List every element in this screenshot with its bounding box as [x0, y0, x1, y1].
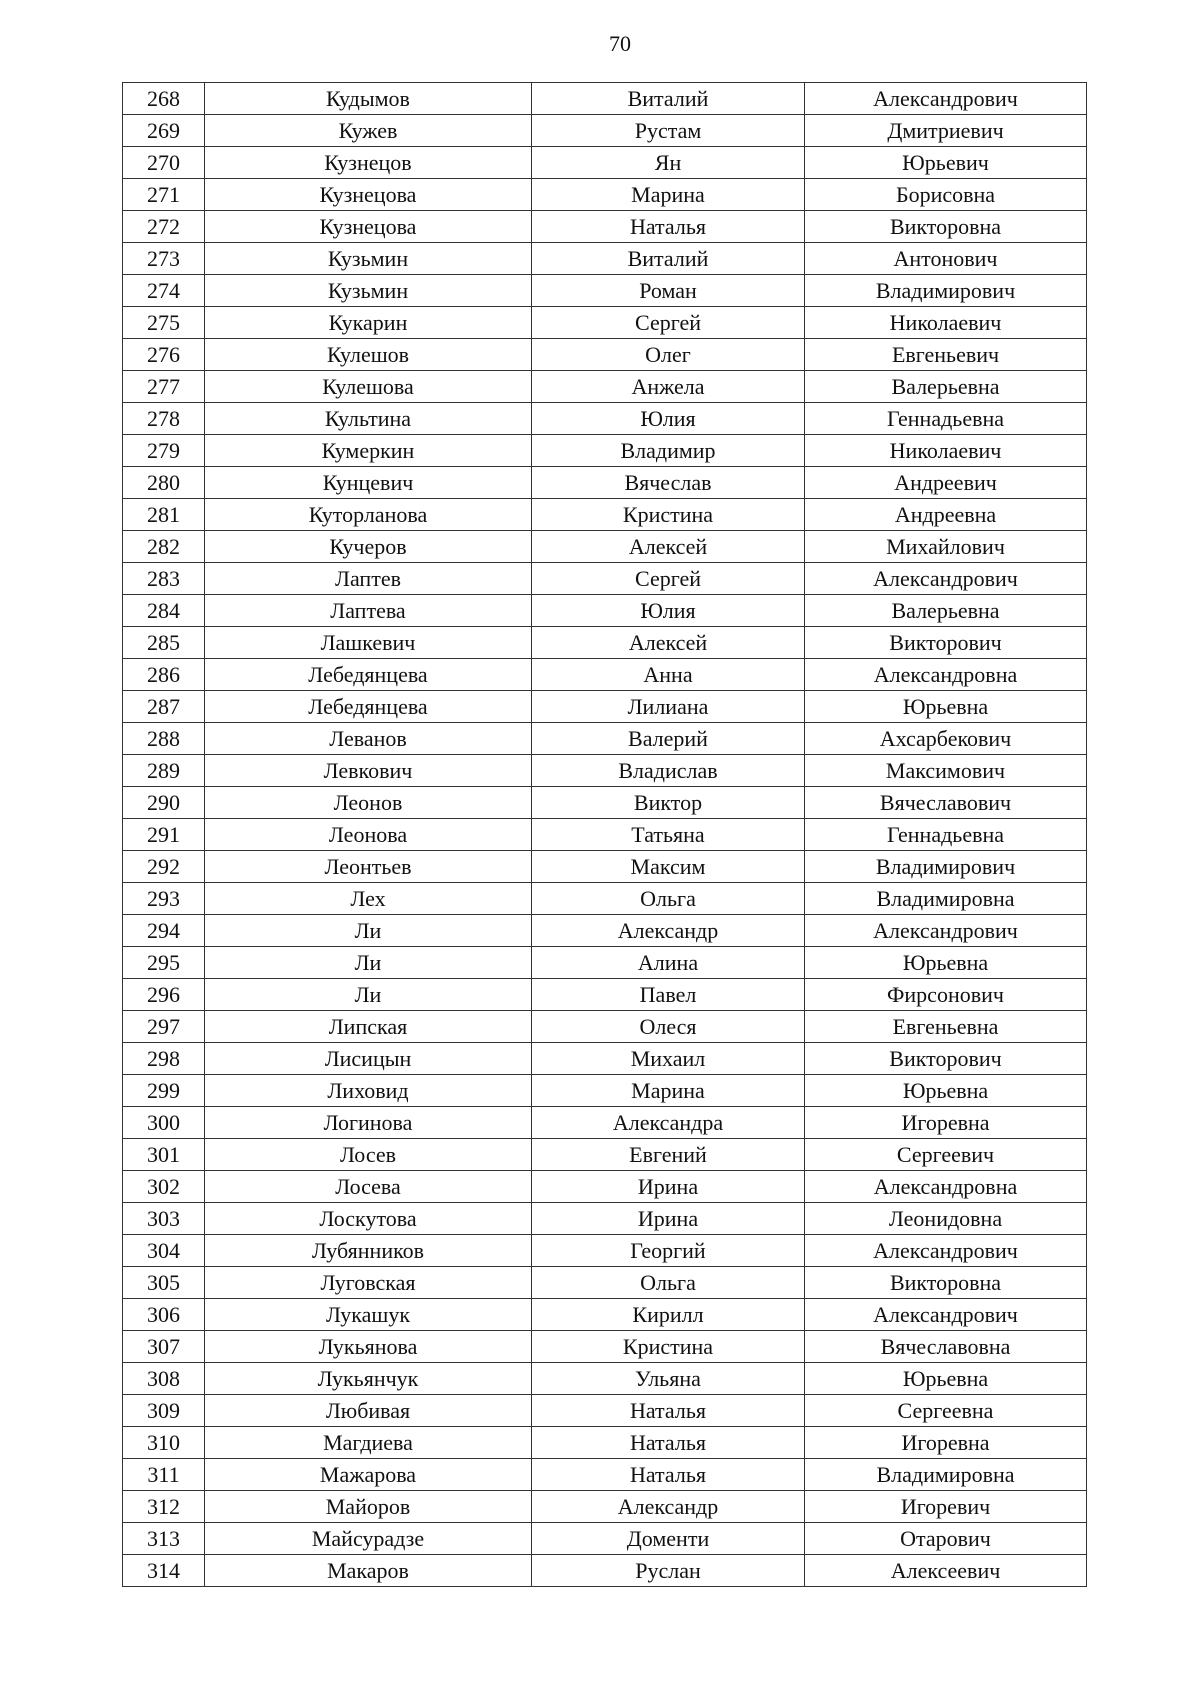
first-name-cell: Ирина [532, 1171, 805, 1203]
table-row [123, 1459, 1087, 1491]
table-row [123, 787, 1087, 819]
last-name-cell: Макаров [205, 1555, 532, 1587]
page-number: 70 [609, 31, 631, 56]
last-name-cell: Кузнецова [205, 211, 532, 243]
first-name-cell: Олег [532, 339, 805, 371]
last-name-cell: Кужев [205, 115, 532, 147]
table-row [123, 659, 1087, 691]
patronymic-cell: Андреевна [805, 499, 1087, 531]
patronymic-cell: Игоревна [805, 1427, 1087, 1459]
patronymic-cell: Фирсонович [805, 979, 1087, 1011]
table-row [123, 947, 1087, 979]
first-name-cell: Роман [532, 275, 805, 307]
last-name-cell: Майсурадзе [205, 1523, 532, 1555]
table-row [123, 275, 1087, 307]
first-name-cell: Алина [532, 947, 805, 979]
table-row [123, 755, 1087, 787]
first-name-cell: Татьяна [532, 819, 805, 851]
row-number-cell: 293 [123, 883, 205, 915]
row-number-cell: 294 [123, 915, 205, 947]
patronymic-cell: Александрович [805, 915, 1087, 947]
first-name-cell: Наталья [532, 1427, 805, 1459]
last-name-cell: Лаптев [205, 563, 532, 595]
patronymic-cell: Леонидовна [805, 1203, 1087, 1235]
row-number-cell: 290 [123, 787, 205, 819]
patronymic-cell: Александрович [805, 1299, 1087, 1331]
last-name-cell: Лебедянцева [205, 691, 532, 723]
last-name-cell: Любивая [205, 1395, 532, 1427]
table-row [123, 1331, 1087, 1363]
table-row [123, 435, 1087, 467]
last-name-cell: Ли [205, 915, 532, 947]
last-name-cell: Кумеркин [205, 435, 532, 467]
table-row [123, 83, 1087, 115]
patronymic-cell: Валерьевна [805, 371, 1087, 403]
patronymic-cell: Ахсарбекович [805, 723, 1087, 755]
row-number-cell: 302 [123, 1171, 205, 1203]
last-name-cell: Лубянников [205, 1235, 532, 1267]
row-number-cell: 301 [123, 1139, 205, 1171]
row-number-cell: 269 [123, 115, 205, 147]
last-name-cell: Лаптева [205, 595, 532, 627]
first-name-cell: Доменти [532, 1523, 805, 1555]
patronymic-cell: Геннадьевна [805, 819, 1087, 851]
patronymic-cell: Андреевич [805, 467, 1087, 499]
last-name-cell: Лашкевич [205, 627, 532, 659]
row-number-cell: 274 [123, 275, 205, 307]
table-row [123, 1363, 1087, 1395]
table-body [123, 83, 1087, 1587]
last-name-cell: Левкович [205, 755, 532, 787]
first-name-cell: Виталий [532, 83, 805, 115]
first-name-cell: Ольга [532, 883, 805, 915]
first-name-cell: Юлия [532, 595, 805, 627]
first-name-cell: Максим [532, 851, 805, 883]
patronymic-cell: Александрович [805, 563, 1087, 595]
table-row [123, 1395, 1087, 1427]
table-row [123, 307, 1087, 339]
first-name-cell: Рустам [532, 115, 805, 147]
first-name-cell: Вячеслав [532, 467, 805, 499]
patronymic-cell: Геннадьевна [805, 403, 1087, 435]
last-name-cell: Липская [205, 1011, 532, 1043]
last-name-cell: Луговская [205, 1267, 532, 1299]
first-name-cell: Анжела [532, 371, 805, 403]
last-name-cell: Лосева [205, 1171, 532, 1203]
table-row [123, 915, 1087, 947]
row-number-cell: 281 [123, 499, 205, 531]
patronymic-cell: Александрович [805, 1235, 1087, 1267]
first-name-cell: Кирилл [532, 1299, 805, 1331]
row-number-cell: 300 [123, 1107, 205, 1139]
table-row [123, 1299, 1087, 1331]
last-name-cell: Лукьянова [205, 1331, 532, 1363]
patronymic-cell: Владимирович [805, 851, 1087, 883]
table-row [123, 179, 1087, 211]
row-number-cell: 273 [123, 243, 205, 275]
last-name-cell: Культина [205, 403, 532, 435]
first-name-cell: Руслан [532, 1555, 805, 1587]
first-name-cell: Михаил [532, 1043, 805, 1075]
patronymic-cell: Игоревич [805, 1491, 1087, 1523]
row-number-cell: 307 [123, 1331, 205, 1363]
row-number-cell: 298 [123, 1043, 205, 1075]
row-number-cell: 308 [123, 1363, 205, 1395]
table-row [123, 1139, 1087, 1171]
row-number-cell: 284 [123, 595, 205, 627]
last-name-cell: Лиховид [205, 1075, 532, 1107]
row-number-cell: 305 [123, 1267, 205, 1299]
first-name-cell: Александра [532, 1107, 805, 1139]
row-number-cell: 304 [123, 1235, 205, 1267]
first-name-cell: Александр [532, 1491, 805, 1523]
table-row [123, 403, 1087, 435]
row-number-cell: 292 [123, 851, 205, 883]
table-row [123, 1171, 1087, 1203]
patronymic-cell: Александрович [805, 83, 1087, 115]
patronymic-cell: Юрьевна [805, 1363, 1087, 1395]
patronymic-cell: Сергеевич [805, 1139, 1087, 1171]
patronymic-cell: Максимович [805, 755, 1087, 787]
last-name-cell: Леонов [205, 787, 532, 819]
row-number-cell: 268 [123, 83, 205, 115]
last-name-cell: Лукашук [205, 1299, 532, 1331]
last-name-cell: Магдиева [205, 1427, 532, 1459]
patronymic-cell: Викторовна [805, 1267, 1087, 1299]
patronymic-cell: Юрьевна [805, 1075, 1087, 1107]
last-name-cell: Лукьянчук [205, 1363, 532, 1395]
row-number-cell: 297 [123, 1011, 205, 1043]
first-name-cell: Виталий [532, 243, 805, 275]
patronymic-cell: Николаевич [805, 307, 1087, 339]
patronymic-cell: Евгеньевич [805, 339, 1087, 371]
last-name-cell: Кузьмин [205, 243, 532, 275]
table-row [123, 1427, 1087, 1459]
last-name-cell: Кузьмин [205, 275, 532, 307]
last-name-cell: Кузнецов [205, 147, 532, 179]
last-name-cell: Куторланова [205, 499, 532, 531]
first-name-cell: Алексей [532, 627, 805, 659]
last-name-cell: Леонова [205, 819, 532, 851]
table-row [123, 1011, 1087, 1043]
patronymic-cell: Антонович [805, 243, 1087, 275]
last-name-cell: Кунцевич [205, 467, 532, 499]
table-row [123, 595, 1087, 627]
patronymic-cell: Викторович [805, 627, 1087, 659]
first-name-cell: Кристина [532, 1331, 805, 1363]
table-row [123, 563, 1087, 595]
row-number-cell: 280 [123, 467, 205, 499]
patronymic-cell: Михайлович [805, 531, 1087, 563]
patronymic-cell: Евгеньевна [805, 1011, 1087, 1043]
last-name-cell: Лисицын [205, 1043, 532, 1075]
table-row [123, 211, 1087, 243]
first-name-cell: Сергей [532, 563, 805, 595]
patronymic-cell: Юрьевич [805, 147, 1087, 179]
patronymic-cell: Вячеславович [805, 787, 1087, 819]
first-name-cell: Ульяна [532, 1363, 805, 1395]
first-name-cell: Марина [532, 179, 805, 211]
table-row [123, 723, 1087, 755]
patronymic-cell: Александровна [805, 1171, 1087, 1203]
first-name-cell: Александр [532, 915, 805, 947]
last-name-cell: Леванов [205, 723, 532, 755]
first-name-cell: Павел [532, 979, 805, 1011]
patronymic-cell: Владимировна [805, 1459, 1087, 1491]
first-name-cell: Валерий [532, 723, 805, 755]
table-row [123, 531, 1087, 563]
row-number-cell: 282 [123, 531, 205, 563]
first-name-cell: Анна [532, 659, 805, 691]
patronymic-cell: Борисовна [805, 179, 1087, 211]
patronymic-cell: Юрьевна [805, 947, 1087, 979]
patronymic-cell: Викторович [805, 1043, 1087, 1075]
patronymic-cell: Игоревна [805, 1107, 1087, 1139]
patronymic-cell: Дмитриевич [805, 115, 1087, 147]
first-name-cell: Владимир [532, 435, 805, 467]
last-name-cell: Лоскутова [205, 1203, 532, 1235]
patronymic-cell: Вячеславовна [805, 1331, 1087, 1363]
table-row [123, 339, 1087, 371]
row-number-cell: 314 [123, 1555, 205, 1587]
patronymic-cell: Владимирович [805, 275, 1087, 307]
table-row [123, 691, 1087, 723]
row-number-cell: 286 [123, 659, 205, 691]
row-number-cell: 289 [123, 755, 205, 787]
row-number-cell: 310 [123, 1427, 205, 1459]
first-name-cell: Ольга [532, 1267, 805, 1299]
first-name-cell: Юлия [532, 403, 805, 435]
first-name-cell: Наталья [532, 1395, 805, 1427]
table-row [123, 499, 1087, 531]
row-number-cell: 311 [123, 1459, 205, 1491]
patronymic-cell: Александровна [805, 659, 1087, 691]
table-row [123, 1043, 1087, 1075]
first-name-cell: Марина [532, 1075, 805, 1107]
last-name-cell: Леонтьев [205, 851, 532, 883]
table-row [123, 1203, 1087, 1235]
last-name-cell: Кукарин [205, 307, 532, 339]
patronymic-cell: Отарович [805, 1523, 1087, 1555]
row-number-cell: 288 [123, 723, 205, 755]
row-number-cell: 295 [123, 947, 205, 979]
row-number-cell: 312 [123, 1491, 205, 1523]
last-name-cell: Кудымов [205, 83, 532, 115]
first-name-cell: Ирина [532, 1203, 805, 1235]
table-row [123, 851, 1087, 883]
last-name-cell: Лосев [205, 1139, 532, 1171]
row-number-cell: 296 [123, 979, 205, 1011]
patronymic-cell: Сергеевна [805, 1395, 1087, 1427]
row-number-cell: 309 [123, 1395, 205, 1427]
last-name-cell: Кулешов [205, 339, 532, 371]
table-row [123, 1075, 1087, 1107]
patronymic-cell: Николаевич [805, 435, 1087, 467]
row-number-cell: 283 [123, 563, 205, 595]
first-name-cell: Сергей [532, 307, 805, 339]
row-number-cell: 303 [123, 1203, 205, 1235]
first-name-cell: Наталья [532, 211, 805, 243]
names-table [122, 82, 1087, 1587]
patronymic-cell: Юрьевна [805, 691, 1087, 723]
row-number-cell: 285 [123, 627, 205, 659]
last-name-cell: Лех [205, 883, 532, 915]
table-row [123, 627, 1087, 659]
last-name-cell: Лебедянцева [205, 659, 532, 691]
row-number-cell: 276 [123, 339, 205, 371]
first-name-cell: Наталья [532, 1459, 805, 1491]
table-row [123, 147, 1087, 179]
first-name-cell: Виктор [532, 787, 805, 819]
table-row [123, 371, 1087, 403]
table-row [123, 979, 1087, 1011]
row-number-cell: 287 [123, 691, 205, 723]
last-name-cell: Логинова [205, 1107, 532, 1139]
last-name-cell: Кулешова [205, 371, 532, 403]
first-name-cell: Владислав [532, 755, 805, 787]
table-row [123, 1555, 1087, 1587]
table-row [123, 819, 1087, 851]
row-number-cell: 299 [123, 1075, 205, 1107]
last-name-cell: Мажарова [205, 1459, 532, 1491]
first-name-cell: Ян [532, 147, 805, 179]
row-number-cell: 306 [123, 1299, 205, 1331]
last-name-cell: Кузнецова [205, 179, 532, 211]
row-number-cell: 278 [123, 403, 205, 435]
table-row [123, 883, 1087, 915]
row-number-cell: 277 [123, 371, 205, 403]
table-row [123, 1523, 1087, 1555]
table-row [123, 467, 1087, 499]
patronymic-cell: Владимировна [805, 883, 1087, 915]
table-row [123, 115, 1087, 147]
row-number-cell: 291 [123, 819, 205, 851]
first-name-cell: Алексей [532, 531, 805, 563]
patronymic-cell: Валерьевна [805, 595, 1087, 627]
first-name-cell: Лилиана [532, 691, 805, 723]
patronymic-cell: Алексеевич [805, 1555, 1087, 1587]
row-number-cell: 313 [123, 1523, 205, 1555]
table-row [123, 1267, 1087, 1299]
last-name-cell: Ли [205, 979, 532, 1011]
last-name-cell: Майоров [205, 1491, 532, 1523]
table-row [123, 1491, 1087, 1523]
first-name-cell: Кристина [532, 499, 805, 531]
first-name-cell: Евгений [532, 1139, 805, 1171]
table-row [123, 1235, 1087, 1267]
first-name-cell: Георгий [532, 1235, 805, 1267]
row-number-cell: 272 [123, 211, 205, 243]
table-row [123, 243, 1087, 275]
row-number-cell: 271 [123, 179, 205, 211]
first-name-cell: Олеся [532, 1011, 805, 1043]
row-number-cell: 275 [123, 307, 205, 339]
last-name-cell: Ли [205, 947, 532, 979]
patronymic-cell: Викторовна [805, 211, 1087, 243]
row-number-cell: 279 [123, 435, 205, 467]
row-number-cell: 270 [123, 147, 205, 179]
table-row [123, 1107, 1087, 1139]
last-name-cell: Кучеров [205, 531, 532, 563]
